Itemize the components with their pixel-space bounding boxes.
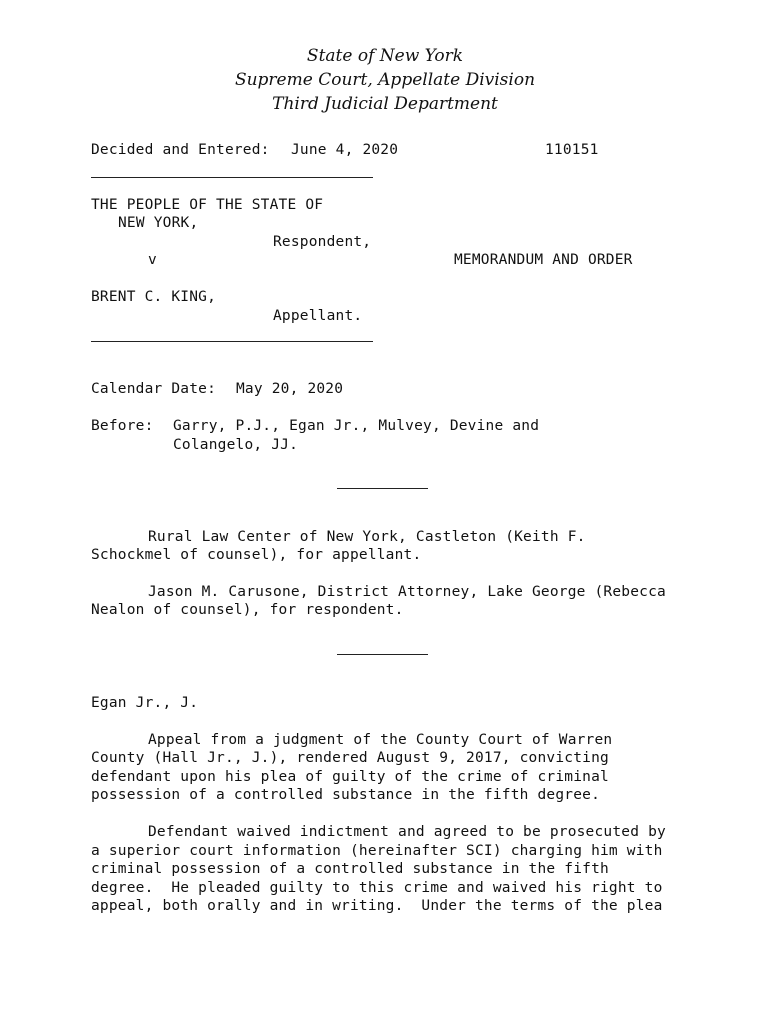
counsel-respondent-line2: Nealon of counsel), for respondent. [91, 602, 404, 618]
court-name: Supreme Court, Appellate Division [234, 70, 536, 90]
section-divider-1 [337, 488, 428, 489]
counsel-appellant-line2: Schockmel of counsel), for appellant. [91, 547, 422, 563]
document-type: MEMORANDUM AND ORDER [454, 252, 633, 268]
party2-role: Appellant. [273, 308, 363, 324]
opinion-p1-line4: possession of a controlled substance in the fifth degree. [91, 787, 600, 803]
caption-bottom-rule [91, 341, 373, 342]
opinion-p1-line2: County (Hall Jr., J.), rendered August 9, 2017, convicting [91, 750, 609, 766]
opinion-author: Egan Jr., J. [91, 695, 199, 711]
section-divider-2 [337, 654, 428, 655]
opinion-p2-line2: a superior court information (hereinafter SCI) charging him with [91, 843, 663, 859]
opinion-p1-line3: defendant upon his plea of guilty of the crime of criminal [91, 769, 609, 785]
court-department: Third Judicial Department [272, 94, 498, 114]
party1-line2: NEW YORK, [118, 215, 199, 231]
opinion-p2-line5: appeal, both orally and in writing. Under the terms of the plea [91, 898, 663, 914]
decided-date: June 4, 2020 [291, 142, 399, 158]
before-judges-line1: Garry, P.J., Egan Jr., Mulvey, Devine and [173, 418, 540, 434]
opinion-p2-line3: criminal possession of a controlled substance in the fifth [91, 861, 609, 877]
docket-number: 110151 [545, 142, 599, 158]
party1-line1: THE PEOPLE OF THE STATE OF [91, 197, 324, 213]
caption-top-rule [91, 177, 373, 178]
court-state: State of New York [306, 46, 464, 66]
versus-marker: v [148, 252, 157, 268]
opinion-p1-line1: Appeal from a judgment of the County Court of Warren [148, 732, 613, 748]
opinion-p2-line4: degree. He pleaded guilty to this crime and waived his right to [91, 880, 663, 896]
party2-name: BRENT C. KING, [91, 289, 217, 305]
party1-role: Respondent, [273, 234, 372, 250]
counsel-appellant-line1: Rural Law Center of New York, Castleton (Keith F. [148, 529, 586, 545]
counsel-respondent-line1: Jason M. Carusone, District Attorney, Lake George (Rebecca [148, 584, 666, 600]
decided-label: Decided and Entered: [91, 142, 270, 158]
calendar-label: Calendar Date: [91, 381, 217, 397]
before-judges-line2: Colangelo, JJ. [173, 437, 299, 453]
calendar-date: May 20, 2020 [236, 381, 344, 397]
opinion-p2-line1: Defendant waived indictment and agreed to be prosecuted by [148, 824, 666, 840]
before-label: Before: [91, 418, 154, 434]
